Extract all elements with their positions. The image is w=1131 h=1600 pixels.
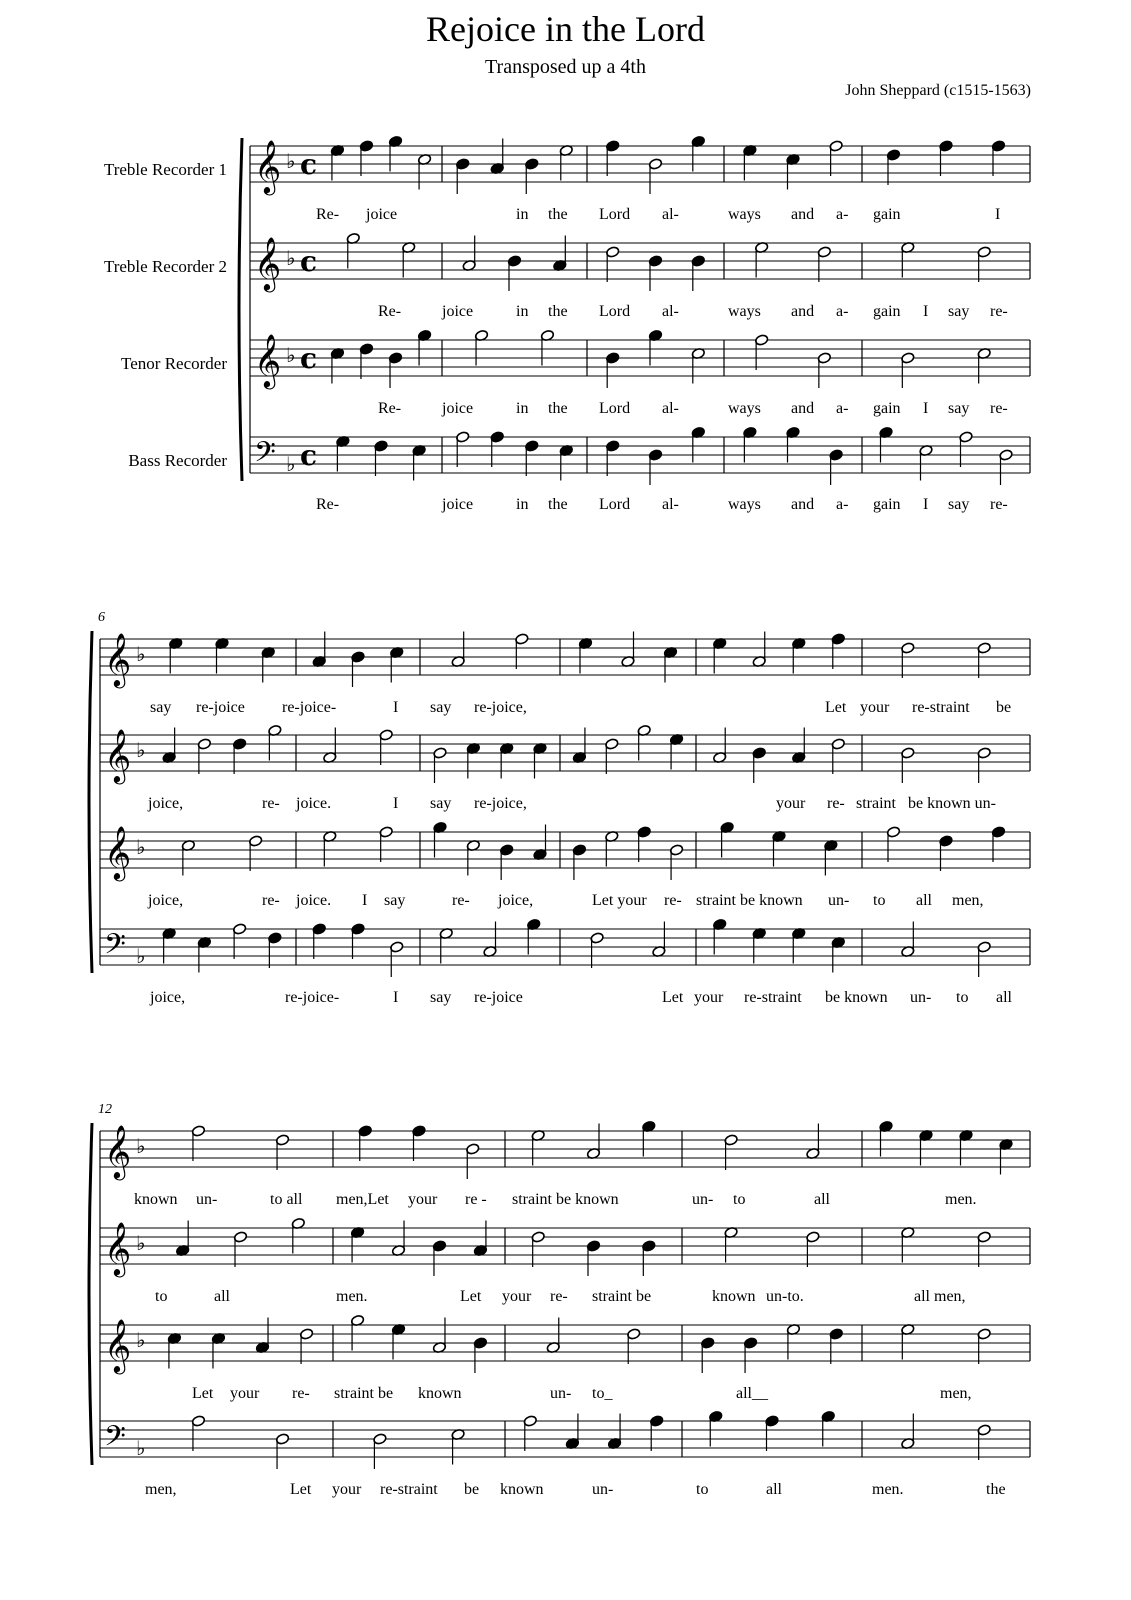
lyric-syllable: ways [728, 303, 761, 320]
flat-key-signature-icon: ♭ [286, 452, 296, 476]
lyric-syllable: I [362, 892, 368, 909]
lyric-syllable: re- [990, 496, 1008, 513]
lyric-syllable: say [948, 303, 970, 320]
composer-credit: John Sheppard (c1515-1563) [845, 82, 1031, 99]
lyric-syllable: re-straint [744, 989, 802, 1006]
lyric-syllable: Let [460, 1288, 482, 1305]
lyric-syllable: Re- [378, 303, 402, 320]
lyric-syllable: re-joice [474, 989, 523, 1006]
lyric-syllable: the [548, 303, 568, 320]
lyric-syllable: your [408, 1191, 438, 1208]
lyric-syllable: say [948, 400, 970, 417]
lyric-syllable: say [384, 892, 406, 909]
lyric-syllable: Lord [599, 206, 631, 223]
lyric-syllable: Re- [378, 400, 402, 417]
lyric-syllable: un- [550, 1385, 572, 1402]
treble-clef-icon: 𝄞 [104, 1124, 132, 1178]
lyric-syllable: all [766, 1481, 782, 1498]
flat-key-signature-icon: ♭ [136, 1436, 146, 1460]
lyric-syllable: in [516, 400, 529, 417]
lyric-syllable: gain [873, 400, 901, 417]
lyric-syllable: re- [452, 892, 470, 909]
lyric-syllable: known [134, 1191, 178, 1208]
lyric-syllable: straint be known [696, 892, 803, 909]
flat-key-signature-icon: ♭ [136, 1134, 146, 1158]
lyric-syllable: your [860, 699, 890, 716]
lyric-syllable: Lord [599, 303, 631, 320]
lyric-syllable: straint [856, 795, 896, 812]
lyric-syllable: joice, [148, 795, 184, 812]
flat-key-signature-icon: ♭ [136, 944, 146, 968]
lyric-syllable: re-joice, [474, 795, 527, 812]
lyric-syllable: re-straint [380, 1481, 438, 1498]
lyric-syllable: known [500, 1481, 544, 1498]
lyric-syllable: un- [828, 892, 850, 909]
lyric-syllable: joice [442, 400, 474, 417]
lyric-syllable: your [502, 1288, 532, 1305]
lyric-syllable: joice. [296, 795, 332, 812]
lyric-syllable: your [230, 1385, 260, 1402]
lyric-syllable: straint be known [512, 1191, 619, 1208]
lyric-syllable: I [393, 989, 399, 1006]
lyric-syllable: re-joice [196, 699, 245, 716]
lyric-syllable: un- [196, 1191, 218, 1208]
bass-clef-icon: 𝄢 [104, 1420, 126, 1460]
lyric-syllable: ways [728, 400, 761, 417]
lyric-syllable: all [214, 1288, 230, 1305]
lyric-syllable: I [393, 699, 399, 716]
treble-clef-icon: 𝄞 [254, 139, 282, 193]
flat-key-signature-icon: ♭ [286, 246, 296, 270]
instrument-label-tenor-recorder: Tenor Recorder [121, 354, 227, 373]
lyric-syllable: the [548, 206, 568, 223]
lyric-syllable: gain [873, 496, 901, 513]
lyric-syllable: your [332, 1481, 362, 1498]
lyric-syllable: al- [662, 303, 679, 320]
lyric-syllable: the [548, 400, 568, 417]
lyric-syllable: say [430, 989, 452, 1006]
lyric-syllable: men, [952, 892, 984, 909]
lyric-syllable: Let your [592, 892, 647, 909]
lyric-syllable: re- [827, 795, 845, 812]
lyric-syllable: al- [662, 206, 679, 223]
lyric-syllable: joice [442, 303, 474, 320]
lyric-syllable: re- [990, 400, 1008, 417]
lyric-syllable: I [393, 795, 399, 812]
lyric-syllable: un- [692, 1191, 714, 1208]
lyric-syllable: say [150, 699, 172, 716]
lyric-syllable: I [995, 206, 1001, 223]
lyric-syllable: the [986, 1481, 1006, 1498]
treble-clef-icon: 𝄞 [104, 728, 132, 782]
lyric-syllable: re- [990, 303, 1008, 320]
lyric-syllable: Let [192, 1385, 214, 1402]
lyric-syllable: be known un- [908, 795, 996, 812]
measure-number-12: 12 [98, 1102, 112, 1117]
lyric-syllable: re- [664, 892, 682, 909]
lyric-syllable: all men, [914, 1288, 966, 1305]
lyric-syllable: be known [825, 989, 888, 1006]
lyric-syllable: un-to. [766, 1288, 804, 1305]
lyric-syllable: to [956, 989, 969, 1006]
score-title: Rejoice in the Lord [426, 9, 705, 49]
lyric-syllable: in [516, 206, 529, 223]
lyric-syllable: Re- [316, 496, 340, 513]
bass-clef-icon: 𝄢 [254, 436, 276, 476]
lyric-syllable: ways [728, 206, 761, 223]
lyric-syllable: re-joice, [474, 699, 527, 716]
lyric-syllable: joice, [148, 892, 184, 909]
lyric-syllable: to [155, 1288, 168, 1305]
lyric-syllable: a- [836, 400, 849, 417]
common-time-icon: c [300, 245, 318, 278]
lyric-syllable: al- [662, 400, 679, 417]
lyric-syllable: men, [940, 1385, 972, 1402]
lyric-syllable: un- [910, 989, 932, 1006]
instrument-label-treble-recorder-1: Treble Recorder 1 [103, 160, 227, 179]
system-bracket [89, 1123, 92, 1465]
lyric-syllable: your [776, 795, 806, 812]
lyric-syllable: Lord [599, 400, 631, 417]
lyric-syllable: re - [465, 1191, 487, 1208]
lyric-syllable: to [696, 1481, 709, 1498]
lyric-syllable: known [712, 1288, 756, 1305]
lyric-syllable: in [516, 303, 529, 320]
lyric-syllable: say [948, 496, 970, 513]
lyric-syllable: joice [366, 206, 398, 223]
lyric-syllable: gain [873, 303, 901, 320]
lyric-syllable: Let [825, 699, 847, 716]
treble-clef-icon: 𝄞 [104, 632, 132, 686]
lyric-syllable: joice [442, 496, 474, 513]
lyric-syllable: al- [662, 496, 679, 513]
lyric-syllable: re-straint [912, 699, 970, 716]
lyric-syllable: gain [873, 206, 901, 223]
flat-key-signature-icon: ♭ [286, 343, 296, 367]
treble-clef-icon: 𝄞 [104, 825, 132, 879]
lyric-syllable: ways [728, 496, 761, 513]
lyric-syllable: all [814, 1191, 830, 1208]
lyric-syllable: be [464, 1481, 480, 1498]
treble-clef-icon: 𝄞 [104, 1221, 132, 1275]
instrument-label-bass-recorder: Bass Recorder [128, 451, 227, 470]
lyric-syllable: to_ [592, 1385, 613, 1402]
flat-key-signature-icon: ♭ [286, 149, 296, 173]
lyric-syllable: I [923, 303, 929, 320]
lyric-syllable: your [694, 989, 724, 1006]
lyric-syllable: re- [262, 795, 280, 812]
system-bracket [239, 138, 242, 481]
lyric-syllable: joice, [498, 892, 534, 909]
lyric-syllable: men. [945, 1191, 977, 1208]
lyric-syllable: I [923, 400, 929, 417]
treble-clef-icon: 𝄞 [104, 1318, 132, 1372]
lyric-syllable: all [916, 892, 932, 909]
lyric-syllable: known [418, 1385, 462, 1402]
lyric-syllable: the [548, 496, 568, 513]
common-time-icon: c [300, 439, 318, 472]
flat-key-signature-icon: ♭ [136, 642, 146, 666]
lyric-syllable: men. [336, 1288, 368, 1305]
lyric-syllable: Re- [316, 206, 340, 223]
lyric-syllable: and [791, 206, 815, 223]
lyric-syllable: be [996, 699, 1012, 716]
lyric-syllable: re- [262, 892, 280, 909]
lyric-syllable: un- [592, 1481, 614, 1498]
lyric-syllable: and [791, 400, 815, 417]
lyric-syllable: joice, [150, 989, 186, 1006]
lyric-syllable: say [430, 699, 452, 716]
lyric-syllable: a- [836, 496, 849, 513]
lyric-syllable: all [996, 989, 1012, 1006]
lyric-syllable: and [791, 496, 815, 513]
system-bracket [89, 631, 92, 973]
score-subtitle: Transposed up a 4th [485, 56, 646, 78]
lyric-syllable: in [516, 496, 529, 513]
lyric-syllable: say [430, 795, 452, 812]
lyric-syllable: Let [290, 1481, 312, 1498]
flat-key-signature-icon: ♭ [136, 1231, 146, 1255]
lyric-syllable: re- [292, 1385, 310, 1402]
common-time-icon: c [300, 148, 318, 181]
lyric-syllable: to [733, 1191, 746, 1208]
lyric-syllable: all__ [736, 1385, 768, 1402]
lyric-syllable: re-joice- [282, 699, 337, 716]
lyric-syllable: I [923, 496, 929, 513]
lyric-syllable: men,Let [336, 1191, 389, 1208]
flat-key-signature-icon: ♭ [136, 1328, 146, 1352]
common-time-icon: c [300, 342, 318, 375]
bass-clef-icon: 𝄢 [104, 928, 126, 968]
lyric-syllable: to all [270, 1191, 303, 1208]
lyric-syllable: a- [836, 303, 849, 320]
lyric-syllable: a- [836, 206, 849, 223]
lyric-syllable: re-joice- [285, 989, 340, 1006]
lyric-syllable: men, [145, 1481, 177, 1498]
lyric-syllable: to [873, 892, 886, 909]
lyric-syllable: Lord [599, 496, 631, 513]
lyric-syllable: joice. [296, 892, 332, 909]
lyric-syllable: Let [662, 989, 684, 1006]
lyric-syllable: straint be [334, 1385, 394, 1402]
measure-number-6: 6 [98, 610, 105, 625]
flat-key-signature-icon: ♭ [136, 835, 146, 859]
treble-clef-icon: 𝄞 [254, 333, 282, 387]
treble-clef-icon: 𝄞 [254, 236, 282, 290]
lyric-syllable: straint be [592, 1288, 652, 1305]
lyric-syllable: men. [872, 1481, 904, 1498]
lyric-syllable: and [791, 303, 815, 320]
lyric-syllable: re- [550, 1288, 568, 1305]
instrument-label-treble-recorder-2: Treble Recorder 2 [103, 257, 227, 276]
flat-key-signature-icon: ♭ [136, 738, 146, 762]
